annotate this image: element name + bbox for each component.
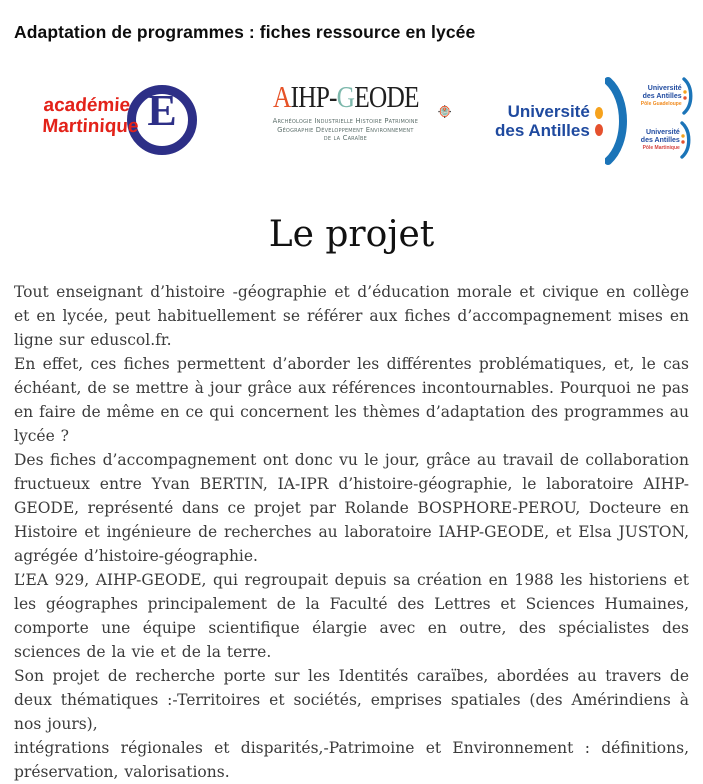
- ua-crescent-icon: [605, 77, 633, 165]
- ua-line1: Université: [507, 102, 590, 121]
- ua-p1-sub: Pôle Guadeloupe: [640, 101, 682, 107]
- ua-p1-line1: Université: [647, 85, 682, 92]
- ua-p2-line1: Université: [645, 129, 680, 136]
- section-title: Le projet: [268, 214, 435, 255]
- paragraph-1: Tout enseignant d’histoire -géographie et d’éducation morale et civique en collège et en lycée, peut habituellement se référer aux fiches d’accompagnement mises en ligne sur eduscol.fr.: [14, 283, 689, 349]
- paragraph-2: En effet, ces fiches permettent d’aborder les différentes problématiques, et, le cas échéant, de se mettre à jour grâce aux références incontournables. Pourquoi ne pas en faire de même en ce qui concernent les thèmes d’adaptation des programmes au lycée ?: [14, 355, 689, 445]
- caraibe-octagon-badge-icon: [438, 81, 451, 143]
- ua-pole-martinique-text: [641, 129, 680, 151]
- aihp-initial-g: G: [336, 79, 354, 114]
- ua-wordmark: [495, 102, 590, 140]
- ua-mini-crescent-icon: [682, 77, 695, 115]
- paragraph-3: Des fiches d’accompagnement ont donc vu le jour, grâce au travail de collaboration fructueux entre Yvan BERTIN, IA-IPR d’histoire-géographie, le laboratoire AIHP-GEODE, représenté dans ce projet par Rolande BOSPHORE-PEROU, Docteure en Histoire et ingénieure de recherches au laboratoire IAHP-GEODE, et Elsa JUSTON, agrégée d’histoire-géographie.: [14, 451, 689, 565]
- aihp-mid: IHP-: [290, 79, 337, 114]
- aihp-rest: EODE: [353, 79, 419, 114]
- academie-line1: académie: [43, 95, 131, 116]
- ua-dot-red: [595, 124, 603, 136]
- logo-row: [35, 73, 682, 168]
- universite-antilles-logo: [495, 73, 682, 172]
- ua-line2: des Antilles: [495, 121, 590, 140]
- aihp-geode-logo: [257, 73, 452, 176]
- article-body: [0, 280, 703, 784]
- aihp-initial-a: A: [272, 79, 291, 114]
- ua-mini-logos: [641, 77, 695, 159]
- ua-main-logo: [495, 77, 633, 165]
- aihp-subtitle: [257, 117, 435, 143]
- paragraph-5: Son projet de recherche porte sur les Identités caraïbes, abordées au travers de deux thématiques :-Territoires et sociétés, emprises spatiales (des Amérindiens à nos jours),: [14, 667, 689, 733]
- academie-logo-text: [42, 95, 140, 137]
- paragraph-6: intégrations régionales et disparités,-Patrimoine et Environnement : définitions, préservation, valorisations.: [14, 739, 689, 781]
- academie-martinique-logo: [35, 73, 213, 168]
- academie-line2: Martinique: [41, 116, 140, 137]
- ua-p2-line2: des Antilles: [640, 137, 680, 144]
- ua-dots-icon: [595, 107, 603, 136]
- aihp-geode-text-column: [257, 81, 435, 143]
- ua-p2-sub: Pôle Martinique: [642, 145, 680, 151]
- ua-p1-line2: des Antilles: [642, 93, 682, 100]
- paragraph-4: L’EA 929, AIHP-GEODE, qui regroupait depuis sa création en 1988 les historiens et les géographes principalement de la Faculté des Lettres et Sciences Humaines, comporte une équipe scientifique élargie avec en outre, des spécialistes des sciences de la vie et de la terre.: [14, 571, 689, 661]
- ua-pole-guadeloupe-logo: [641, 77, 695, 115]
- caraibe-badge-label: CARAÏBE: [441, 112, 449, 115]
- ua-pole-guadeloupe-text: [641, 85, 682, 107]
- page-title: Adaptation de programmes : fiches ressource en lycée: [14, 22, 476, 42]
- aihp-subtitle-line2: Géographie Développement Environnement: [277, 125, 414, 134]
- aihp-geode-wordmark: [272, 81, 418, 113]
- aihp-subtitle-line1: Archéologie Industrielle Histoire Patrimoine: [272, 117, 419, 125]
- ua-pole-martinique-logo: [641, 121, 695, 159]
- ua-mini-crescent-icon: [680, 121, 693, 159]
- ua-dot-orange: [595, 107, 603, 119]
- aihp-subtitle-line3: de la Caraïbe: [323, 134, 367, 142]
- academie-letter-icon: É: [147, 86, 177, 135]
